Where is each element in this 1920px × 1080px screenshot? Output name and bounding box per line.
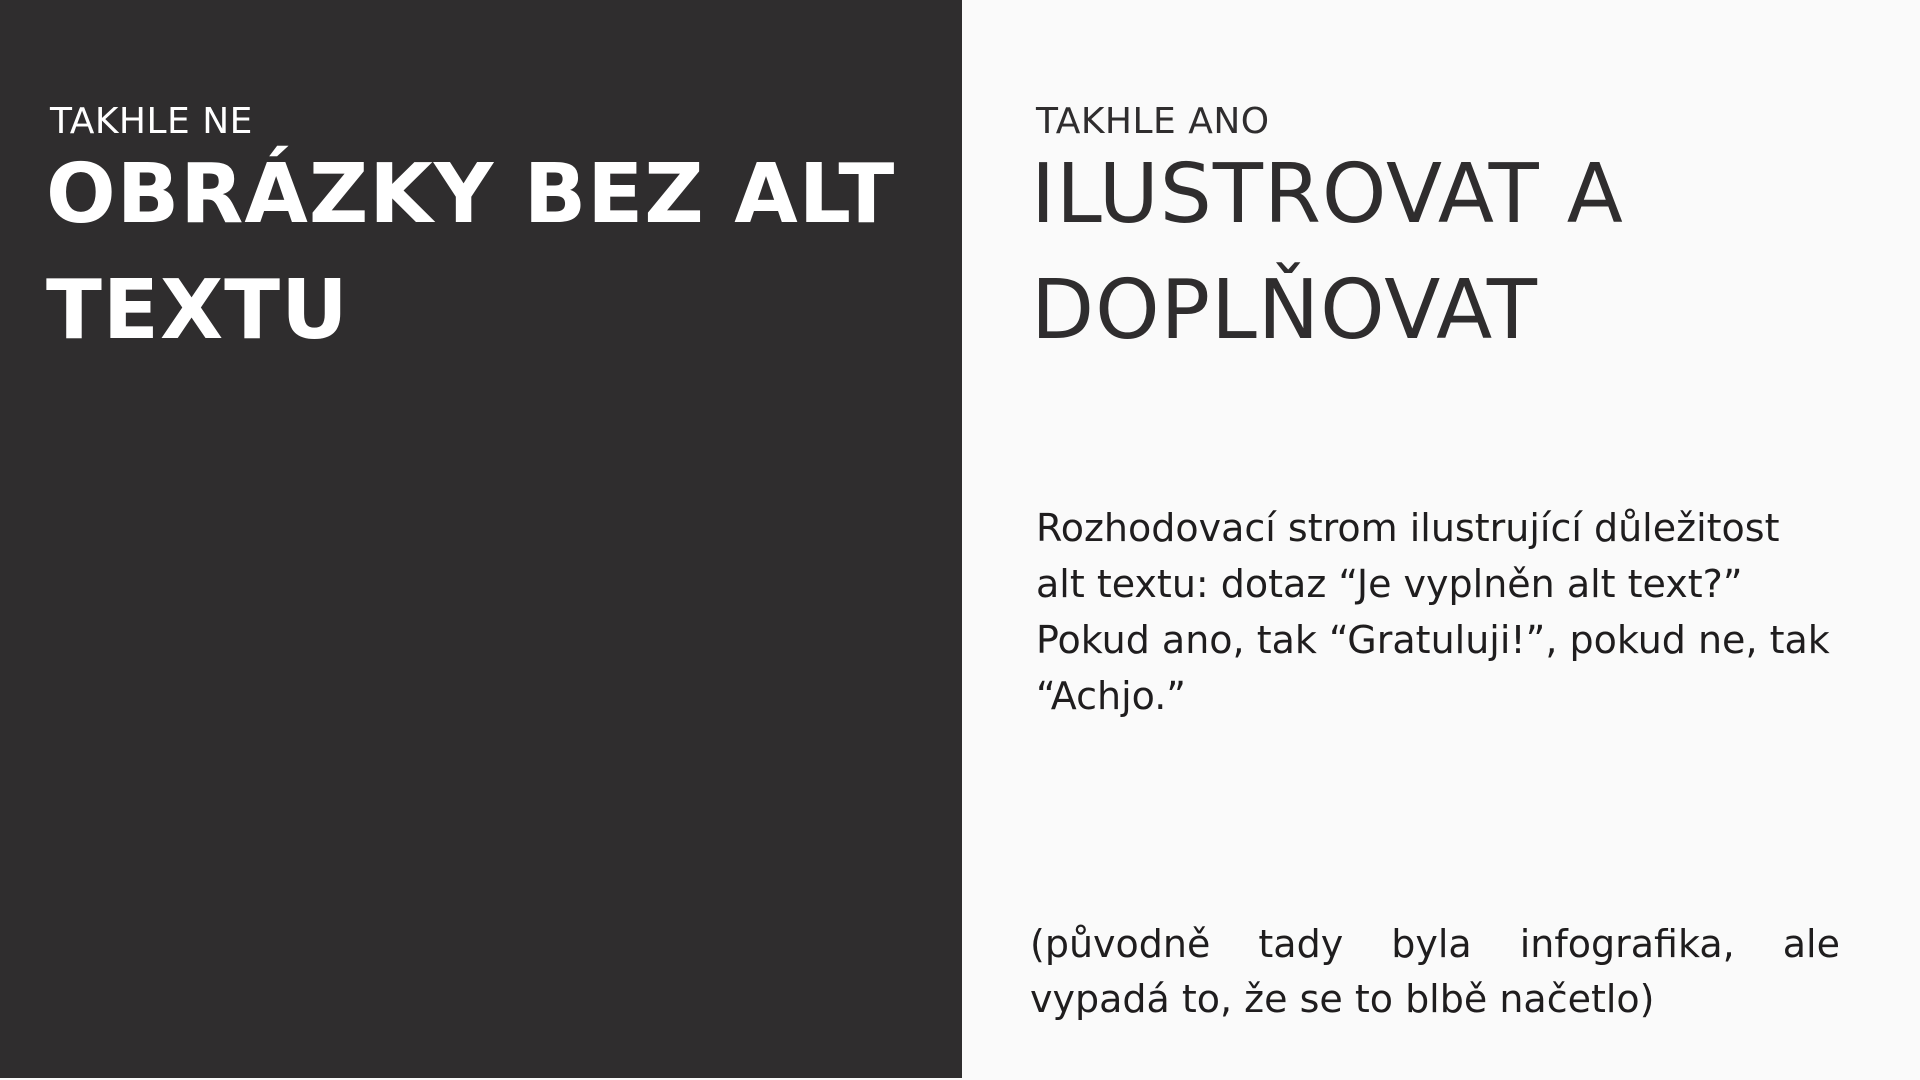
note-word: byla xyxy=(1391,922,1472,966)
right-headline-line-2: DOPLŇOVAT xyxy=(1031,263,1538,358)
left-headline-line-1: OBRÁZKY BEZ ALT xyxy=(46,147,896,242)
note-line-1 xyxy=(1030,917,1840,972)
left-kicker: TAKHLE NE xyxy=(50,101,253,142)
note-word: infografika, xyxy=(1519,922,1735,966)
note-line-2: vypadá to, že se to blbě načetlo) xyxy=(1030,977,1655,1021)
note-word: tady xyxy=(1258,922,1344,966)
description-line: “Achjo.” xyxy=(1036,674,1186,718)
missing-infographic-note xyxy=(1030,917,1840,1027)
description-line: alt textu: dotaz “Je vyplněn alt text?” xyxy=(1036,562,1743,606)
right-kicker: TAKHLE ANO xyxy=(1036,101,1270,142)
image-alt-description xyxy=(1036,500,1866,724)
description-line: Pokud ano, tak “Gratuluji!”, pokud ne, tak xyxy=(1036,618,1830,662)
description-line: Rozhodovací strom ilustrující důležitost xyxy=(1036,506,1780,550)
right-headline-line-1: ILUSTROVAT A xyxy=(1031,147,1624,242)
left-headline xyxy=(46,137,895,369)
note-word: ale xyxy=(1782,922,1840,966)
note-word: (původně xyxy=(1030,922,1211,966)
left-headline-line-2: TEXTU xyxy=(46,263,349,358)
right-headline xyxy=(1031,137,1624,369)
